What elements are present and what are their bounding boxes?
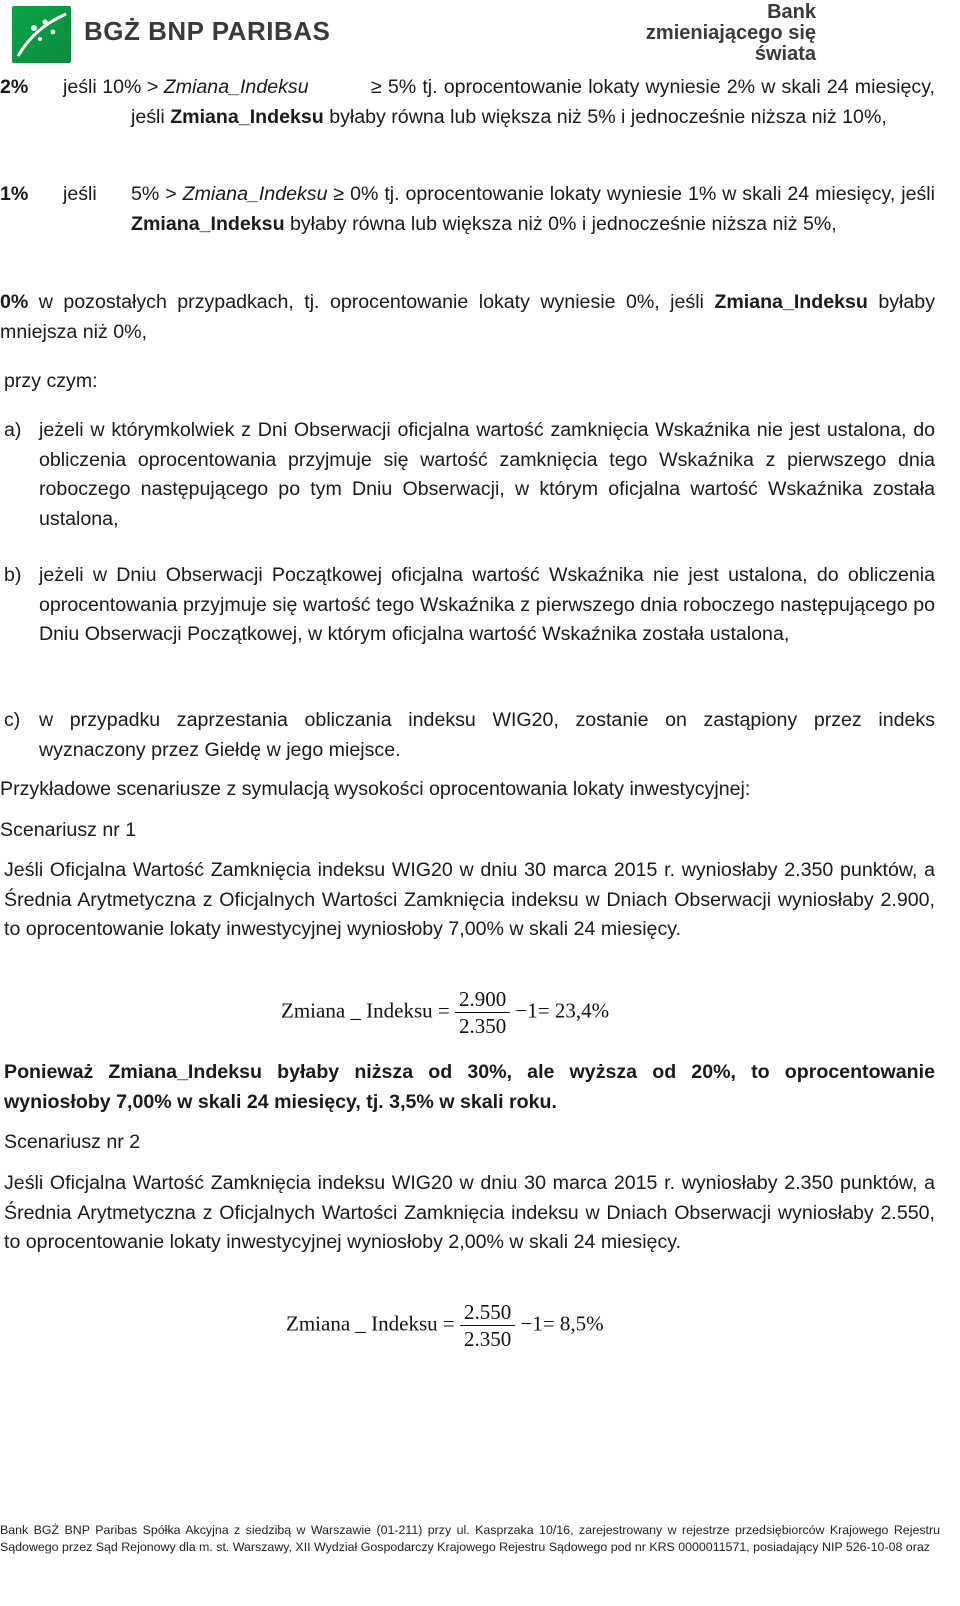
tier-2-bold-var: Zmiana_Indeksu bbox=[170, 105, 324, 128]
item-c-marker: c) bbox=[4, 709, 21, 731]
scenario-1-formula bbox=[281, 986, 609, 1039]
tier-1-percent: 1% bbox=[0, 183, 29, 205]
tagline-line: Bank bbox=[767, 1, 816, 23]
scenario-1-text: Jeśli Oficjalna Wartość Zamknięcia indeksu WIG20 w dniu 30 marca 2015 r. wyniosłaby 2.350 punktów, a Średnia Arytmetyczna z Oficjalnych Wartości Zamknięcia indeksu w Dniach Obserwacji wyniosłaby 2.900, to oprocentowanie lokaty inwestycyjnej wyniosłoby 7,00% w skali 24 miesięcy. bbox=[4, 859, 935, 940]
tagline-line: zmieniającego się bbox=[645, 22, 816, 44]
tier-1-desc-tail: byłaby równa lub większa niż 0% i jednocześnie niższa niż 5%, bbox=[284, 212, 837, 235]
scenario-2-formula bbox=[286, 1299, 604, 1352]
item-b-text: jeżeli w Dniu Obserwacji Początkowej oficjalna wartość Wskaźnika nie jest ustalona, do obliczenia oprocentowania przyjmuje się wartość tego Wskaźnika z pierwszego dnia roboczego następującego po Dniu Obserwacji Początkowej, w którym oficjalna wartość Wskaźnika została ustalona, bbox=[39, 564, 935, 645]
formula-rhs: −1= 8,5% bbox=[520, 1311, 604, 1336]
formula-fraction bbox=[455, 986, 510, 1039]
formula-numerator: 2.550 bbox=[460, 1299, 515, 1326]
tagline bbox=[616, 2, 816, 65]
formula-lhs: Zmiana _ Indeksu = bbox=[286, 1311, 455, 1336]
examples-intro: Przykładowe scenariusze z symulacją wysokości oprocentowania lokaty inwestycyjnej: bbox=[0, 778, 751, 800]
formula-numerator: 2.900 bbox=[455, 986, 510, 1013]
tier-1-bold-var: Zmiana_Indeksu bbox=[131, 212, 285, 235]
tier-0-text: w pozostałych przypadkach, tj. oprocentowanie lokaty wyniesie 0%, jeśli bbox=[28, 291, 715, 313]
formula-lhs: Zmiana _ Indeksu = bbox=[281, 998, 450, 1023]
tier-1-cond-var: Zmiana_Indeksu bbox=[182, 183, 328, 205]
bank-logo-icon bbox=[12, 6, 71, 63]
tier-1-cond-a: 5% > bbox=[131, 183, 183, 205]
tier-1-description bbox=[131, 180, 935, 239]
item-c-text: w przypadku zaprzestania obliczania indeksu WIG20, zostanie on zastąpiony przez indeks wyznaczony przez Giełdę w jego miejsce. bbox=[39, 709, 935, 761]
tier-2-desc-text: ≥ 5% tj. oprocentowanie lokaty wyniesie 2% w skali 24 miesięcy, jeśli bbox=[131, 76, 935, 128]
brand-name: BGŻ BNP PARIBAS bbox=[84, 16, 331, 46]
item-a-text: jeżeli w którymkolwiek z Dni Obserwacji oficjalna wartość zamknięcia Wskaźnika nie jest ustalona, do obliczenia oprocentowania przyjmuje się wartość zamknięcia tego Wskaźnika z pierwszego dnia roboczego następującego po tym Dniu Obserwacji, w którym oficjalna wartość Wskaźnika została ustalona, bbox=[39, 419, 935, 530]
tier-2-description bbox=[131, 73, 935, 132]
tier-0-percent: 0% bbox=[0, 291, 29, 313]
tier-0-description bbox=[0, 288, 935, 347]
scenario-1-conclusion: Ponieważ Zmiana_Indeksu byłaby niższa od 30%, ale wyższa od 20%, to oprocentowanie wyniosłoby 7,00% w skali 24 miesięcy, tj. 3,5% w skali roku. bbox=[4, 1061, 935, 1113]
tier-0-tail: byłaby mniejsza niż 0%, bbox=[0, 291, 935, 343]
formula-fraction bbox=[460, 1299, 515, 1352]
tier-2-cond-var: Zmiana_Indeksu bbox=[163, 76, 309, 98]
formula-denominator: 2.350 bbox=[463, 1327, 512, 1351]
scenario-1-title: Scenariusz nr 1 bbox=[0, 819, 137, 841]
tier-1-word: jeśli bbox=[63, 183, 97, 205]
tier-2-percent: 2% bbox=[0, 76, 29, 98]
scenario-2-text: Jeśli Oficjalna Wartość Zamknięcia indeksu WIG20 w dniu 30 marca 2015 r. wyniosłaby 2.350 punktów, a Średnia Arytmetyczna z Oficjalnych Wartości Zamknięcia indeksu w Dniach Obserwacji wyniosłaby 2.550, to oprocentowanie lokaty inwestycyjnej wyniosłoby 2,00% w skali 24 miesięcy. bbox=[4, 1172, 935, 1253]
item-b-marker: b) bbox=[4, 564, 22, 586]
formula-rhs: −1= 23,4% bbox=[515, 998, 610, 1023]
tier-0-bold-var: Zmiana_Indeksu bbox=[714, 291, 868, 313]
tagline-line: świata bbox=[754, 43, 816, 65]
tier-2-desc-tail: byłaby równa lub większa niż 5% i jednocześnie niższa niż 10%, bbox=[323, 105, 887, 128]
scenario-2-title: Scenariusz nr 2 bbox=[4, 1131, 141, 1153]
formula-denominator: 2.350 bbox=[458, 1014, 507, 1038]
tier-2-cond-text: jeśli 10% > bbox=[63, 76, 164, 98]
legal-footer: Bank BGŻ BNP Paribas Spółka Akcyjna z siedzibą w Warszawie (01-211) przy ul. Kasprzaka 10/16, zarejestrowany w rejestrze przedsiębiorców Krajowego Rejestru Sądowego przez Sąd Rejonowy dla m. st. Warszawy, XII Wydział Gospodarczy Krajowego Rejestru Sądowego pod nr KRS 0000011571, posiadający NIP 526-10-08 oraz bbox=[0, 1523, 940, 1554]
tier-1-desc-text: ≥ 0% tj. oprocentowanie lokaty wyniesie 1% w skali 24 miesięcy, jeśli bbox=[327, 183, 935, 205]
przy-czym-label: przy czym: bbox=[4, 370, 98, 392]
item-a-marker: a) bbox=[4, 419, 22, 441]
